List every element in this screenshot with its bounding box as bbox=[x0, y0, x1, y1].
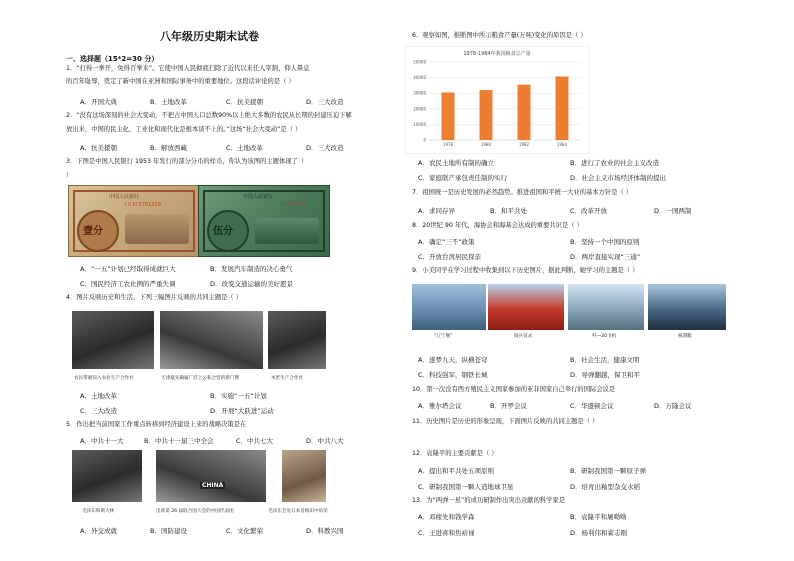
q4-option-b[interactable]: B．实施“一五”计划 bbox=[210, 392, 267, 400]
q9-caption-3: 歼—20飞机 bbox=[592, 334, 617, 339]
truck-vignette bbox=[125, 214, 189, 244]
exam-title: 八年级历史期末试卷 bbox=[160, 30, 259, 43]
q3-option-b[interactable]: B．发展汽车制造的决心勇气 bbox=[210, 265, 293, 273]
q2-option-a[interactable]: A．抗美援朝 bbox=[80, 144, 117, 152]
banknote-one-fen-top: 中国人民银行 bbox=[109, 194, 140, 200]
q4-caption-2: 天津最先确属厂挂上公私合营的新门牌 bbox=[161, 376, 240, 381]
q6-option-b[interactable]: B．进行了农业的社会主义改造 bbox=[570, 159, 659, 167]
q11-question: 11．历史图片是历史的形象呈现，下面图片反映的共同主题是（ ） bbox=[412, 418, 599, 425]
q9-option-b[interactable]: B．社会生活，健康文明 bbox=[570, 356, 640, 364]
q13-option-d[interactable]: D．杨利伟和翟志刚 bbox=[570, 529, 628, 537]
q6-option-c[interactable]: C．家庭联产承包责任制的实行 bbox=[418, 174, 508, 182]
q10-option-d[interactable]: D．万隆会议 bbox=[654, 402, 692, 410]
q2-line-1: 2．“没有这场深刻的社会大变动，不把占中国人口总数90%以上绝大多数的农民从长期的封建压迫下解 bbox=[66, 112, 352, 119]
q12-option-c[interactable]: C．研制我国第一颗人造地球卫星 bbox=[418, 483, 514, 491]
q4-option-d[interactable]: D．开展“大跃进”运动 bbox=[210, 407, 274, 415]
q5-answer-c[interactable]: C．文化繁荣 bbox=[226, 527, 264, 535]
ship-vignette bbox=[255, 218, 319, 244]
q9-caption-1: “辽宁舰” bbox=[434, 334, 453, 339]
q2-option-d[interactable]: D．三大改造 bbox=[306, 144, 344, 152]
chart-bar bbox=[518, 85, 531, 140]
q6-option-d[interactable]: D．社会主义市场经济体制的提出 bbox=[570, 174, 667, 182]
chart-y-tick-label: 0 bbox=[423, 137, 426, 143]
q7-question: 7．祖国统一是历史发展的必然趋势。推进祖国和平统一大业的基本方针是（ ） bbox=[412, 189, 633, 196]
chart-y-tick-label: 20000 bbox=[413, 106, 426, 112]
chart-x-tick-label: 1982 bbox=[518, 142, 530, 147]
q10-option-b[interactable]: B．开罗会议 bbox=[490, 402, 527, 410]
q4-caption-3: 木匠生产合作社 bbox=[271, 376, 304, 381]
q5-caption-3: 毛泽东会见日本首相田中角荣 bbox=[268, 509, 328, 514]
q4-option-a[interactable]: A．土地改革 bbox=[80, 392, 117, 400]
chart-bar bbox=[442, 92, 455, 140]
chart-y-tick-label: 50000 bbox=[413, 59, 426, 65]
q5-question: 5．作出把当前国家工作重点转移到经济建设上来的战略决策是在 bbox=[66, 421, 247, 428]
q10-question: 10．第一次没有西方殖民主义国家参加的亚非国家自己举行的国际会议是 bbox=[412, 386, 616, 393]
q4-caption-1: 农民带通知入农业生产合作社 bbox=[74, 376, 134, 381]
q9-option-a[interactable]: A．逐梦九天，纵横苍穹 bbox=[418, 356, 488, 364]
q7-option-a[interactable]: A．求同存异 bbox=[418, 207, 455, 215]
q9-caption-2: 阅兵仪式 bbox=[514, 334, 533, 339]
q13-option-b[interactable]: B．袁隆平和屠呦呦 bbox=[570, 513, 627, 521]
q1-option-d[interactable]: D．三大改造 bbox=[306, 98, 344, 106]
q13-question: 13．为“两弹一星”的成功研制作出突出贡献的科学家是 bbox=[412, 497, 566, 504]
q10-option-c[interactable]: C．华盛顿会议 bbox=[570, 402, 614, 410]
q8-option-a[interactable]: A．确定“三不”政策 bbox=[418, 238, 475, 246]
banknote-five-fen-serial: II VII VIII 5 bbox=[281, 202, 307, 208]
banknote-one-fen bbox=[68, 185, 200, 257]
q1-option-c[interactable]: C．抗美援朝 bbox=[226, 98, 264, 106]
q1-line-2: 的百年耻辱，奠定了新中国在亚洲和国际事务中的重要地位。这段话评论的是（ ） bbox=[66, 78, 295, 85]
q10-option-a[interactable]: A．雅尔塔会议 bbox=[418, 402, 462, 410]
chart-bar bbox=[556, 77, 569, 140]
q2-option-b[interactable]: B．解放西藏 bbox=[150, 144, 187, 152]
q5-answer-b[interactable]: B．国防建设 bbox=[150, 527, 187, 535]
banknote-five-fen bbox=[198, 185, 330, 257]
q7-option-b[interactable]: B．和平共处 bbox=[490, 207, 527, 215]
chart-y-tick-label: 40000 bbox=[413, 75, 426, 81]
chart-title: 1978-1984年我国粮食总产量 bbox=[463, 51, 531, 57]
q3-line-2: ） bbox=[66, 172, 73, 179]
photo-public-private-sign bbox=[160, 311, 263, 369]
q4-option-c[interactable]: C．三大改造 bbox=[80, 407, 118, 415]
section-heading: 一、选择题（15*2=30 分） bbox=[66, 55, 159, 63]
q5-option-c[interactable]: C．中共七大 bbox=[236, 437, 274, 445]
q3-line-1: 3．下图是中国人民银行 1953 年发行的部分分币的样币，你认为该图的主题体现了（ bbox=[66, 158, 305, 165]
q8-option-d[interactable]: D．两岸直接实现“三通” bbox=[570, 253, 641, 261]
q5-answer-d[interactable]: D．科教兴国 bbox=[306, 527, 344, 535]
q2-option-c[interactable]: C．土地改革 bbox=[226, 144, 264, 152]
photo-farmers-cooperative bbox=[72, 311, 154, 369]
q5-option-a[interactable]: A．中共十一大 bbox=[80, 437, 124, 445]
q5-option-b[interactable]: B．中共十一届三中全会 bbox=[144, 437, 214, 445]
banknote-one-fen-serial: I II III 5761029 bbox=[125, 202, 161, 208]
q1-line-1: 1．“打得一拳开，免得百拳来”。它使中国人民彻底扫除了近代以来任人宰割、仰人鼻息 bbox=[66, 65, 310, 72]
q3-option-d[interactable]: D．改变交通运输的美好愿景 bbox=[210, 280, 294, 288]
q7-option-d[interactable]: D．一国两制 bbox=[654, 207, 692, 215]
grain-output-chart bbox=[405, 46, 589, 154]
chart-x-tick-label: 1978 bbox=[442, 142, 454, 147]
q6-option-a[interactable]: A．农民土地所有制的确立 bbox=[418, 159, 494, 167]
q2-line-2: 放出来，中国的民主化、工业化和现代化是根本谈不上的。”这场“社会大变动”是（ ） bbox=[66, 126, 302, 133]
q5-caption-2: 出席第 26 届联合国大会的中国代表团 bbox=[156, 509, 234, 514]
banknote-one-fen-value: 壹分 bbox=[83, 226, 103, 237]
q5-caption-1: 毛泽东和斯大林 bbox=[82, 509, 115, 514]
chart-x-tick-label: 1984 bbox=[556, 142, 568, 147]
q13-option-c[interactable]: C．王进喜和焦裕禄 bbox=[418, 529, 475, 537]
q3-option-c[interactable]: C．国民经济工农比例的严重失调 bbox=[80, 280, 176, 288]
q8-question: 8．20世纪 90 年代，海协会和海基会达成的重要共识是（ ） bbox=[412, 222, 583, 229]
q12-option-b[interactable]: B．研制我国第一颗原子弹 bbox=[570, 467, 646, 475]
q7-option-c[interactable]: C．改革开放 bbox=[570, 207, 608, 215]
banknote-five-fen-value: 伍分 bbox=[213, 226, 233, 237]
q1-option-a[interactable]: A．开国大典 bbox=[80, 98, 117, 106]
photo-j20-fighter bbox=[568, 284, 644, 330]
china-nameplate: CHINA bbox=[202, 482, 224, 489]
q9-caption-4: 核潜艇 bbox=[678, 334, 692, 339]
q8-option-b[interactable]: B．坚持一个中国的原则 bbox=[570, 238, 640, 246]
photo-un-delegation bbox=[156, 450, 266, 502]
q12-option-a[interactable]: A．提出和平共处五项原则 bbox=[418, 467, 494, 475]
q9-option-d[interactable]: D．导弹翻越，保卫和平 bbox=[570, 371, 641, 379]
photo-liaoning-carrier bbox=[412, 284, 486, 330]
q1-option-b[interactable]: B．土地改革 bbox=[150, 98, 187, 106]
q13-option-a[interactable]: A．邓稼先和钱学森 bbox=[418, 513, 475, 521]
chart-bar bbox=[480, 90, 493, 140]
photo-mao-stalin bbox=[72, 450, 142, 502]
photo-mao-tanaka bbox=[282, 450, 326, 502]
q4-question: 4．图片反映历史和生活，下列三幅图片反映的共同主题是（ ） bbox=[66, 294, 243, 301]
photo-military-parade bbox=[488, 284, 564, 330]
q6-question: 6．观察如图，推断图中所示粮食产量(万吨)变化的原因是（ ） bbox=[412, 32, 587, 39]
chart-x-tick-label: 1980 bbox=[480, 142, 492, 147]
q3-option-a[interactable]: A．“一五”计划已经取得成就巨大 bbox=[80, 265, 176, 273]
chart-y-tick-label: 10000 bbox=[413, 121, 426, 127]
q9-option-c[interactable]: C．科技强军，钢铁长城 bbox=[418, 371, 488, 379]
q12-question: 12．袁隆平的主要贡献是（ ） bbox=[412, 450, 498, 457]
banknote-five-fen-top: 中国人民银行 bbox=[243, 194, 274, 200]
q9-question: 9．小美同学在学习过程中收集到以下历史图片，据此判断，她学习的主题是（ ） bbox=[412, 267, 639, 274]
q12-option-d[interactable]: D．培育出籼型杂交水稻 bbox=[570, 483, 641, 491]
photo-nuclear-submarine bbox=[648, 284, 726, 330]
q8-option-c[interactable]: C．开放台湾居民探亲 bbox=[418, 253, 482, 261]
photo-carpenter-cooperative bbox=[268, 311, 326, 369]
q5-answer-a[interactable]: A．外交成就 bbox=[80, 527, 117, 535]
chart-y-tick-label: 30000 bbox=[413, 90, 426, 96]
q5-option-d[interactable]: D．中共八大 bbox=[306, 437, 344, 445]
